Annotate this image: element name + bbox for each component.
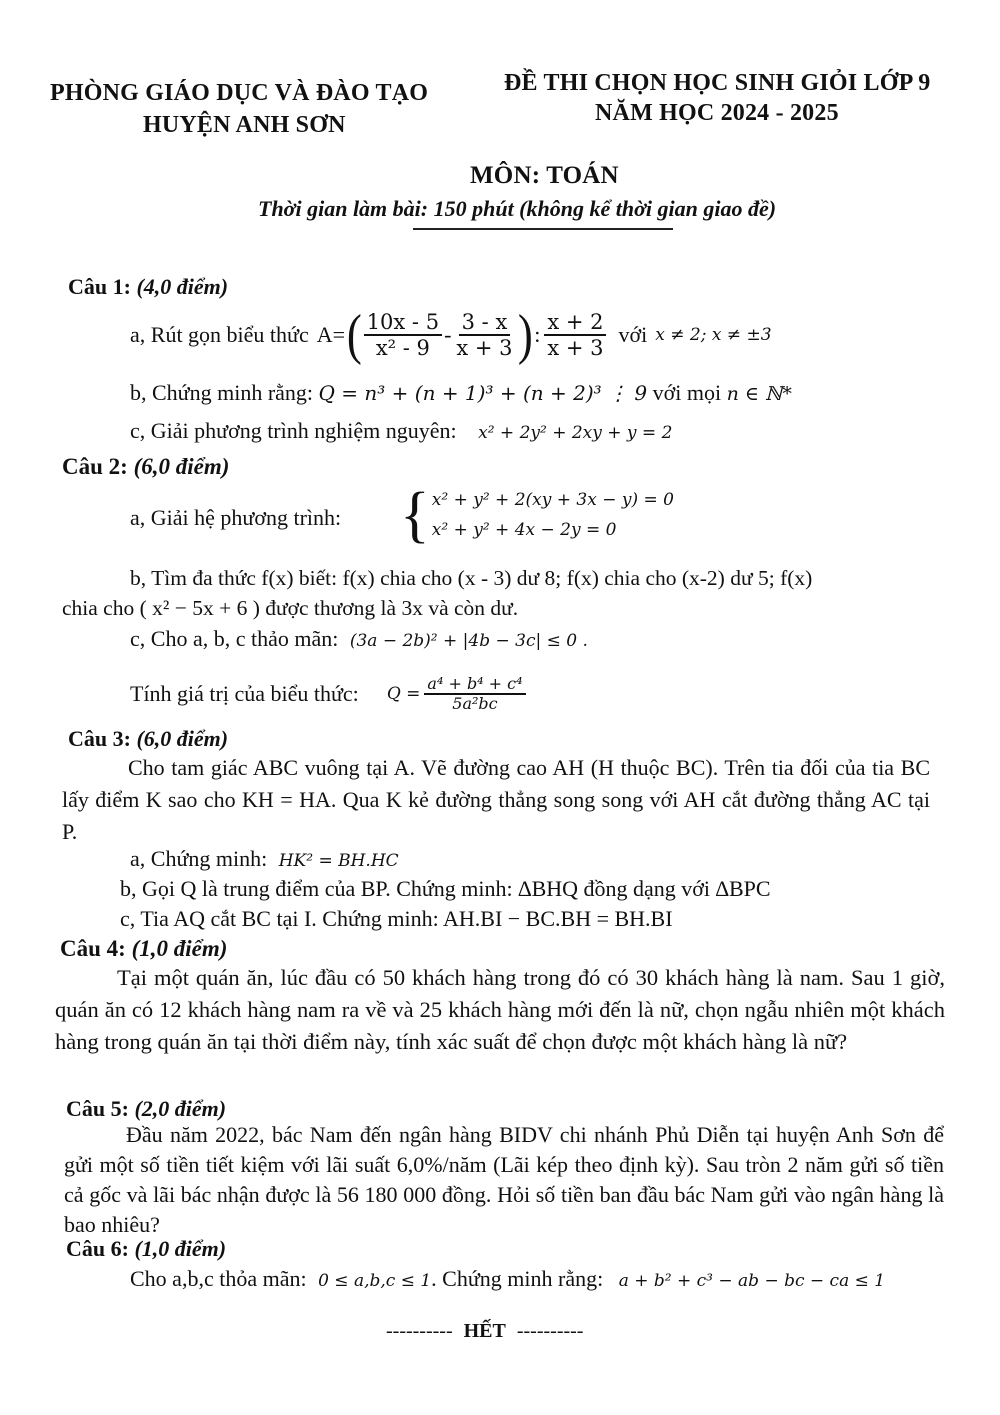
fraction-1-den: x² - 9 xyxy=(375,336,430,360)
end-dashes-left: ---------- xyxy=(386,1320,453,1342)
q2-d-text: Tính giá trị của biểu thức: xyxy=(130,681,359,706)
q4-body: Tại một quán ăn, lúc đầu có 50 khách hàng trong đó có 30 khách hàng là nam. Sau 1 giờ, quán ăn có 12 khách hàng nam ra về và 25 khách hàng mới đến là nữ, chọn ngẫu nhiên một khách hàng trong quán ăn tại thời điểm này, tính xác suất để chọn được một khách hàng là nữ? xyxy=(55,965,945,1054)
end-dashes-right: ---------- xyxy=(516,1320,584,1342)
end-marker xyxy=(386,1320,583,1343)
q2-c-expr: (3a − 2b)² + |4b − 3c| ≤ 0 . xyxy=(349,631,588,651)
q3-heading xyxy=(68,726,228,752)
q2-part-c xyxy=(130,626,588,652)
left-paren: ( xyxy=(346,304,362,366)
q3-part-a xyxy=(130,846,399,872)
q6-expr: a + b² + c³ − ab − bc − ca ≤ 1 xyxy=(618,1271,886,1291)
q4-heading xyxy=(60,936,227,962)
q1-a-with: với xyxy=(618,322,648,347)
org-district: HUYỆN ANH SƠN xyxy=(143,112,346,138)
q2-label: Câu 2: xyxy=(62,454,128,479)
minus-sign: - xyxy=(444,322,452,347)
fraction-3-den: x + 3 xyxy=(547,336,604,360)
q1-label: Câu 1: xyxy=(68,274,131,299)
q1-b-text: b, Chứng minh rằng: xyxy=(130,380,314,405)
fraction-2-num: 3 - x xyxy=(459,310,511,336)
fraction-1 xyxy=(364,310,442,360)
fraction-2 xyxy=(453,310,515,360)
school-year: NĂM HỌC 2024 - 2025 xyxy=(595,100,839,126)
system-brace: { xyxy=(400,481,430,549)
q1-b-expr: Q = n³ + (n + 1)³ + (n + 2)³ ⋮ 9 xyxy=(318,381,648,405)
q3-label: Câu 3: xyxy=(68,726,131,751)
q2-a-text: a, Giải hệ phương trình: xyxy=(130,505,342,530)
q6-body xyxy=(130,1266,885,1292)
end-text: HẾT xyxy=(463,1320,506,1342)
q1-points: (4,0 điểm) xyxy=(136,274,229,299)
q2-d-numerator: a⁴ + b⁴ + c⁴ xyxy=(424,675,525,695)
q2-b-line1: b, Tìm đa thức f(x) biết: f(x) chia cho (x - 3) dư 8; f(x) chia cho (x-2) dư 5; f(x) xyxy=(130,566,813,590)
equation-system xyxy=(400,481,674,549)
q2-c-text: c, Cho a, b, c thảo mãn: xyxy=(130,626,339,651)
q1-part-a xyxy=(130,302,772,368)
q1-c-equation: x² + 2y² + 2xy + y = 2 xyxy=(478,423,673,443)
q4-points: (1,0 điểm) xyxy=(131,936,228,961)
exam-duration: Thời gian làm bài: 150 phút (không kể thời gian giao đề) xyxy=(258,196,777,221)
q2-points: (6,0 điểm) xyxy=(133,454,230,479)
q1-a-A: A= xyxy=(316,322,346,347)
q2-b-line2: chia cho ( x² − 5x + 6 ) được thương là 3x và còn dư. xyxy=(62,596,519,620)
duration-underline xyxy=(413,228,673,230)
system-eq-2: x² + y² + 4x − 2y = 0 xyxy=(431,520,617,540)
exam-title: ĐỀ THI CHỌN HỌC SINH GIỎI LỚP 9 xyxy=(504,70,931,96)
q2-part-d xyxy=(130,668,526,720)
q6-label: Câu 6: xyxy=(66,1236,129,1261)
q5-points: (2,0 điểm) xyxy=(134,1096,227,1121)
q3-a-text: a, Chứng minh: xyxy=(130,846,268,871)
q2-d-fraction xyxy=(424,675,525,714)
system-eq-1: x² + y² + 2(xy + 3x − y) = 0 xyxy=(431,490,674,510)
q6-text: Cho a,b,c thỏa mãn: xyxy=(130,1266,307,1291)
subject-title: MÔN: TOÁN xyxy=(470,162,619,189)
fraction-3 xyxy=(544,310,606,360)
q5-heading xyxy=(66,1096,226,1122)
q6-heading xyxy=(66,1236,226,1262)
fraction-2-den: x + 3 xyxy=(456,336,513,360)
q3-part-b: b, Gọi Q là trung điểm của BP. Chứng minh: ∆BHQ đồng dạng với ∆BPC xyxy=(120,876,771,901)
q1-c-text: c, Giải phương trình nghiệm nguyên: xyxy=(130,418,457,443)
q5-body: Đầu năm 2022, bác Nam đến ngân hàng BIDV chi nhánh Phủ Diễn tại huyện Anh Sơn để gửi một số tiền tiết kiệm với lãi suất 6,0%/năm (Lãi kép theo định kỳ). Sau tròn 2 năm gửi số tiền cả gốc và lãi bác nhận được là 56 180 000 đồng. Hỏi số tiền ban đầu bác Nam gửi vào ngân hàng là bao nhiêu? xyxy=(64,1122,944,1237)
q3-a-expr: HK² = BH.HC xyxy=(278,851,399,871)
org-name: PHÒNG GIÁO DỤC VÀ ĐÀO TẠO xyxy=(50,80,429,106)
q3-points: (6,0 điểm) xyxy=(136,726,229,751)
q6-prove: . Chứng minh rằng: xyxy=(431,1266,604,1291)
q2-d-Q: Q = xyxy=(386,684,421,704)
q1-b-set: n ∈ ℕ* xyxy=(726,383,792,405)
fraction-1-num: 10x - 5 xyxy=(364,310,442,336)
q5-label: Câu 5: xyxy=(66,1096,129,1121)
q1-b-for: với mọi xyxy=(652,380,722,405)
q6-points: (1,0 điểm) xyxy=(134,1236,227,1261)
fraction-3-num: x + 2 xyxy=(544,310,606,336)
q1-heading xyxy=(68,274,228,300)
divide-sign: : xyxy=(534,322,541,347)
q1-part-c xyxy=(130,418,672,444)
q1-a-condition: x ≠ 2; x ≠ ±3 xyxy=(655,325,772,345)
right-paren: ) xyxy=(517,304,533,366)
q2-heading xyxy=(62,454,229,480)
q6-condition: 0 ≤ a,b,c ≤ 1 xyxy=(318,1271,432,1291)
q2-d-denominator: 5a²bc xyxy=(452,694,498,713)
q3-intro: Cho tam giác ABC vuông tại A. Vẽ đường cao AH (H thuộc BC). Trên tia đối của tia BC lấy điểm K sao cho KH = HA. Qua K kẻ đường thẳng song song với AH cắt đường thẳng AC tại P. xyxy=(62,755,930,844)
q4-label: Câu 4: xyxy=(60,936,126,961)
q3-part-c: c, Tia AQ cắt BC tại I. Chứng minh: AH.BI − BC.BH = BH.BI xyxy=(120,906,673,931)
q1-part-b xyxy=(130,380,792,406)
q1-a-text: a, Rút gọn biểu thức xyxy=(130,322,309,347)
